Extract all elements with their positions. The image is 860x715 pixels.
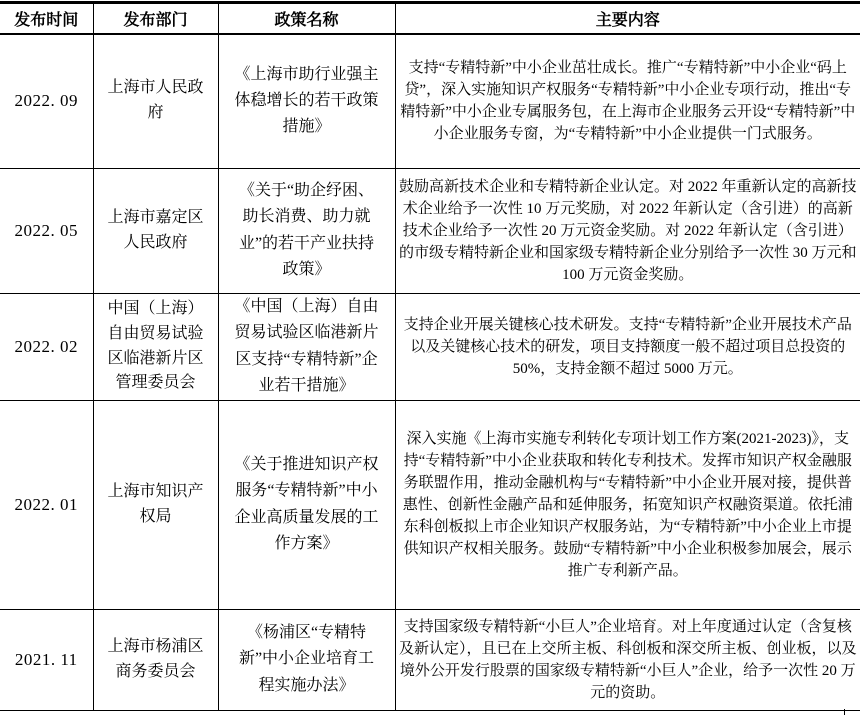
cell-main-content: 支持国家级专精特新“小巨人”企业培育。对上年度通过认定（含复核及新认定），且已在上交所主板、科创板和深交所主板、创业板，以及境外公开发行股票的国家级专精特新“小巨人”企业，给予一次性 20 万元的资助。 xyxy=(395,609,860,710)
cell-policy-name: 《杨浦区“专精特新”中小企业培育工程实施办法》 xyxy=(218,609,395,710)
table-row xyxy=(0,293,860,400)
header-cell-main-content: 主要内容 xyxy=(395,3,860,35)
cell-department: 上海市人民政府 xyxy=(93,34,218,168)
table-row xyxy=(0,168,860,293)
cell-publish-date: 2022. 09 xyxy=(0,34,93,168)
cell-policy-name: 《关于“助企纾困、助长消费、助力就业”的若干产业扶持政策》 xyxy=(218,168,395,293)
policy-table xyxy=(0,1,860,711)
cell-main-content: 支持企业开展关键核心技术研发。支持“专精特新”企业开展技术产品以及关键核心技术的研发，项目支持额度一般不超过项目总投资的 50%，支持金额不超过 5000 万元。 xyxy=(395,293,860,400)
header-row xyxy=(0,3,860,35)
cell-department: 上海市杨浦区商务委员会 xyxy=(93,609,218,710)
header-cell-publish-date: 发布时间 xyxy=(0,3,93,35)
cell-policy-name: 《中国（上海）自由贸易试验区临港新片区支持“专精特新”企业若干措施》 xyxy=(218,293,395,400)
cell-policy-name: 《关于推进知识产权服务“专精特新”中小企业高质量发展的工作方案》 xyxy=(218,400,395,609)
table-row xyxy=(0,400,860,609)
cell-policy-name: 《上海市助行业强主体稳增长的若干政策措施》 xyxy=(218,34,395,168)
cell-department: 中国（上海）自由贸易试验区临港新片区管理委员会 xyxy=(93,293,218,400)
cell-department: 上海市嘉定区人民政府 xyxy=(93,168,218,293)
cell-main-content: 深入实施《上海市实施专利转化专项计划工作方案(2021-2023)》，支持“专精特新”中小企业获取和转化专利技术。发挥市知识产权金融服务联盟作用，推动金融机构与“专精特新”中小企业开展对接，提供普惠性、创新性金融产品和延伸服务，拓宽知识产权融资渠道。依托浦东科创板拟上市企业知识产权服务站，为“专精特新”中小企业上市提供知识产权相关服务。鼓励“专精特新”中小企业积极参加展会，展示推广专利新产品。 xyxy=(395,400,860,609)
header-cell-department: 发布部门 xyxy=(93,3,218,35)
table-row xyxy=(0,609,860,710)
header-cell-policy-name: 政策名称 xyxy=(218,3,395,35)
table-continuation-stub xyxy=(844,709,845,715)
cell-department: 上海市知识产权局 xyxy=(93,400,218,609)
cell-publish-date: 2022. 05 xyxy=(0,168,93,293)
cell-publish-date: 2021. 11 xyxy=(0,609,93,710)
cell-publish-date: 2022. 02 xyxy=(0,293,93,400)
cell-main-content: 支持“专精特新”中小企业茁壮成长。推广“专精特新”中小企业“码上贷”，深入实施知识产权服务“专精特新”中小企业专项行动，推出“专精特新”中小企业专属服务包，在上海市企业服务云开设“专精特新”中小企业服务专窗，为“专精特新”中小企业提供一门式服务。 xyxy=(395,34,860,168)
cell-main-content: 鼓励高新技术企业和专精特新企业认定。对 2022 年重新认定的高新技术企业给予一次性 10 万元奖励，对 2022 年新认定（含引进）的高新技术企业给予一次性 20 万元资金奖励。对 2022 年新认定（含引进）的市级专精特新企业和国家级专精特新企业分别给予一次性 30 万元和 100 万元资金奖励。 xyxy=(395,168,860,293)
cell-publish-date: 2022. 01 xyxy=(0,400,93,609)
table-row xyxy=(0,34,860,168)
